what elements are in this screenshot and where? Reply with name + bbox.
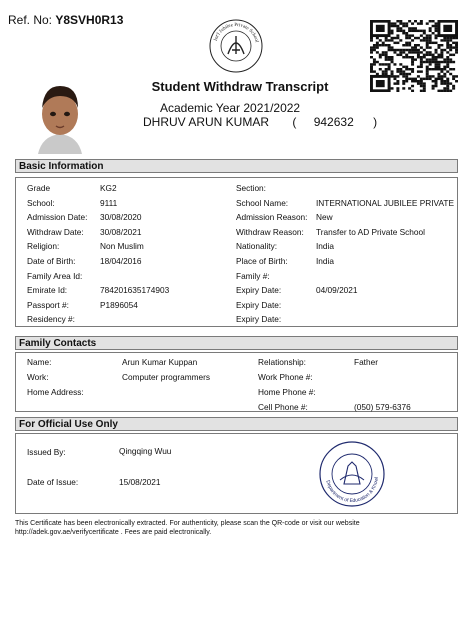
field-label: Date of Birth: [27, 256, 76, 266]
field-label: Home Phone #: [258, 387, 316, 397]
student-name: DHRUV ARUN KUMAR [143, 115, 270, 129]
field-label: Admission Date: [27, 212, 88, 223]
page-title: Student Withdraw Transcript [151, 79, 329, 94]
field-label: Nationality: [236, 241, 278, 252]
department-seal [318, 440, 386, 508]
field-value: 04/09/2021 [316, 285, 358, 296]
issued-by-value: Qingqing Wuu [119, 446, 172, 456]
issue-date-label: Date of Issue: [27, 477, 79, 487]
seal-text: Department of Education & Knowl [324, 476, 380, 505]
field-value: 784201635174903 [100, 285, 170, 296]
field-label: Withdraw Reason: [236, 226, 304, 237]
field-label: Admission Reason: [236, 212, 308, 223]
field-label: Residency #: [27, 314, 75, 325]
field-label: Religion: [27, 241, 60, 252]
field-value: Computer programmers [122, 372, 211, 382]
student-number-open: ( [292, 115, 297, 129]
field-label: Emirate Id: [27, 285, 68, 296]
issued-by-label: Issued By: [27, 447, 66, 457]
field-value: 30/08/2021 [100, 226, 142, 237]
field-value: Non Muslim [100, 241, 144, 252]
field-label: School Name: [236, 197, 289, 208]
official-use-heading: For Official Use Only [15, 417, 458, 431]
field-label: Family Area Id: [27, 270, 83, 281]
field-value: P1896054 [100, 299, 138, 310]
student-number-close: ) [373, 115, 378, 129]
footer-note: This Certificate has been electronically extracted. For authenticity, please scan the QR-code or visit our website http://adek.gov.ae/verifycertificate . Fees are paid electronically. [15, 520, 360, 536]
official-use-box [15, 433, 458, 514]
field-value: Arun Kumar Kuppan [122, 357, 198, 367]
basic-information-heading: Basic Information [15, 159, 458, 173]
issue-date-value: 15/08/2021 [119, 477, 161, 487]
field-value: 9111 [100, 197, 118, 208]
field-label: Expiry Date: [236, 314, 282, 325]
ref-label: Ref. No: [8, 13, 53, 27]
field-label: Grade [27, 183, 51, 193]
field-label: Family #: [236, 270, 270, 281]
field-value: 18/04/2016 [100, 256, 142, 266]
field-value: Father [354, 357, 378, 367]
field-value: (050) 579-6376 [354, 402, 411, 412]
field-label: School: [27, 197, 55, 208]
field-label: Work: [27, 372, 49, 382]
reference-number [8, 13, 123, 27]
field-label: Withdraw Date: [27, 226, 84, 237]
field-value: India [316, 256, 334, 266]
field-label: Place of Birth: [236, 256, 288, 266]
academic-year: Academic Year 2021/2022 [160, 101, 301, 115]
logo-text: Int'l Jubilee Private School [213, 22, 259, 43]
student-name-line [143, 115, 377, 129]
ref-value: Y8SVH0R13 [55, 13, 124, 27]
field-value: India [316, 241, 334, 252]
field-label: Work Phone #: [258, 372, 313, 382]
field-value: Transfer to AD Private School [316, 226, 425, 237]
school-logo [208, 18, 264, 74]
student-number: 942632 [313, 115, 354, 129]
field-label: Name: [27, 357, 52, 367]
field-label: Expiry Date: [236, 299, 282, 310]
field-label: Relationship: [258, 357, 306, 367]
field-value: KG2 [100, 183, 117, 193]
field-value: INTERNATIONAL JUBILEE PRIVATE [316, 197, 454, 208]
family-contacts-heading: Family Contacts [15, 336, 458, 350]
field-label: Expiry Date: [236, 285, 282, 296]
field-label: Section: [236, 183, 266, 193]
field-label: Cell Phone #: [258, 402, 308, 412]
field-label: Passport #: [27, 299, 69, 310]
field-value: New [316, 212, 333, 223]
field-value: 30/08/2020 [100, 212, 142, 223]
field-label: Home Address: [27, 387, 84, 397]
